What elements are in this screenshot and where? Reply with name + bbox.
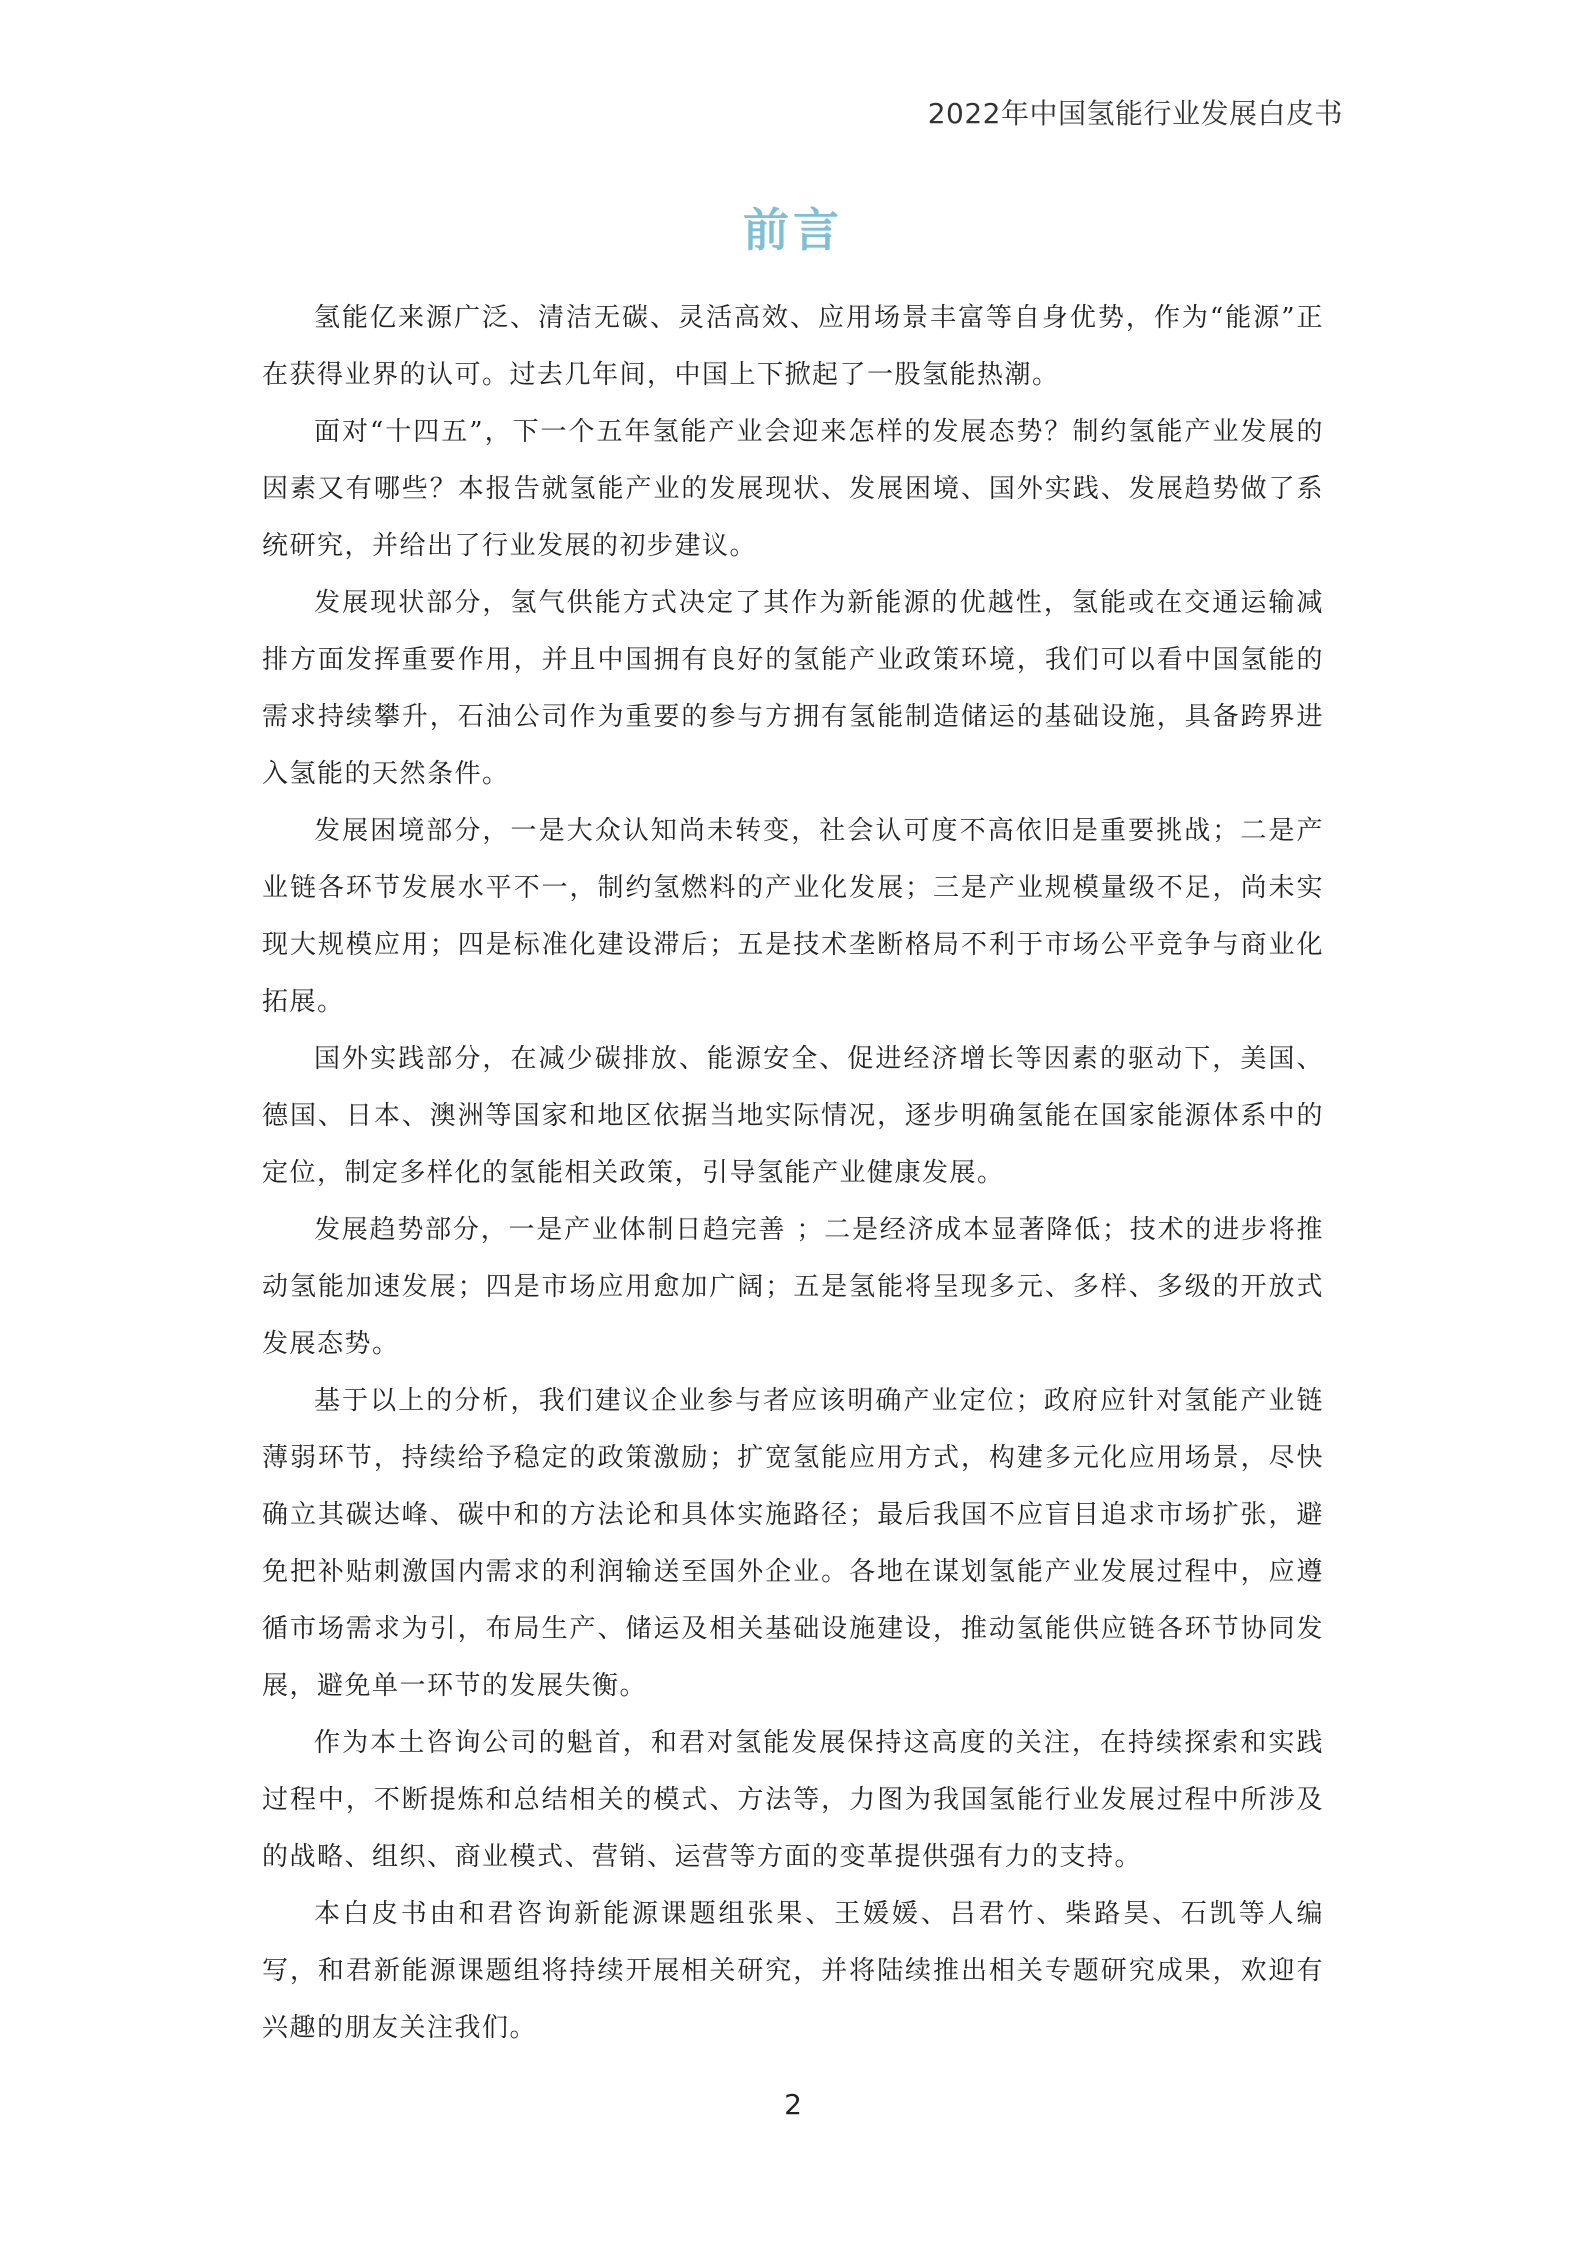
paragraph: 国外实践部分，在减少碳排放、能源安全、促进经济增长等因素的驱动下，美国、德国、日本、澳洲等国家和地区依据当地实际情况，逐步明确氢能在国家能源体系中的定位，制定多样化的氢能相关政策，引导氢能产业健康发展。 xyxy=(262,1044,1324,1188)
body-text xyxy=(262,290,1324,2057)
page-title: 前言 xyxy=(743,203,843,257)
paragraph: 发展困境部分，一是大众认知尚未转变，社会认可度不高依旧是重要挑战；二是产业链各环节发展水平不一，制约氢燃料的产业化发展；三是产业规模量级不足，尚未实现大规模应用；四是标准化建设滞后；五是技术垄断格局不利于市场公平竞争与商业化拓展。 xyxy=(262,816,1324,1017)
paragraph: 作为本土咨询公司的魁首，和君对氢能发展保持这高度的关注，在持续探索和实践过程中，不断提炼和总结相关的模式、方法等，力图为我国氢能行业发展过程中所涉及的战略、组织、商业模式、营销、运营等方面的变革提供强有力的支持。 xyxy=(262,1728,1324,1872)
paragraph: 氢能亿来源广泛、清洁无碳、灵活高效、应用场景丰富等自身优势，作为“能源”正在获得业界的认可。过去几年间，中国上下掀起了一股氢能热潮。 xyxy=(262,303,1324,390)
running-header: 2022年中国氢能行业发展白皮书 xyxy=(927,97,1343,130)
paragraph: 发展趋势部分，一是产业体制日趋完善 ；二是经济成本显著降低；技术的进步将推动氢能加速发展；四是市场应用愈加广阔；五是氢能将呈现多元、多样、多级的开放式发展态势。 xyxy=(262,1215,1324,1359)
paragraph: 本白皮书由和君咨询新能源课题组张果、王媛媛、吕君竹、柴路昊、石凯等人编写，和君新能源课题组将持续开展相关研究，并将陆续推出相关专题研究成果，欢迎有兴趣的朋友关注我们。 xyxy=(262,1899,1324,2043)
paragraph: 基于以上的分析，我们建议企业参与者应该明确产业定位；政府应针对氢能产业链薄弱环节，持续给予稳定的政策激励；扩宽氢能应用方式，构建多元化应用场景，尽快确立其碳达峰、碳中和的方法论和具体实施路径；最后我国不应盲目追求市场扩张，避免把补贴刺激国内需求的利润输送至国外企业。各地在谋划氢能产业发展过程中，应遵循市场需求为引，布局生产、储运及相关基础设施建设，推动氢能供应链各环节协同发展，避免单一环节的发展失衡。 xyxy=(262,1386,1324,1701)
paragraph: 面对“十四五”，下一个五年氢能产业会迎来怎样的发展态势？制约氢能产业发展的因素又有哪些？本报告就氢能产业的发展现状、发展困境、国外实践、发展趋势做了系统研究，并给出了行业发展的初步建议。 xyxy=(262,417,1324,561)
paragraph: 发展现状部分，氢气供能方式决定了其作为新能源的优越性，氢能或在交通运输减排方面发挥重要作用，并且中国拥有良好的氢能产业政策环境，我们可以看中国氢能的需求持续攀升，石油公司作为重要的参与方拥有氢能制造储运的基础设施，具备跨界进入氢能的天然条件。 xyxy=(262,588,1324,789)
page-number: 2 xyxy=(784,2088,802,2121)
